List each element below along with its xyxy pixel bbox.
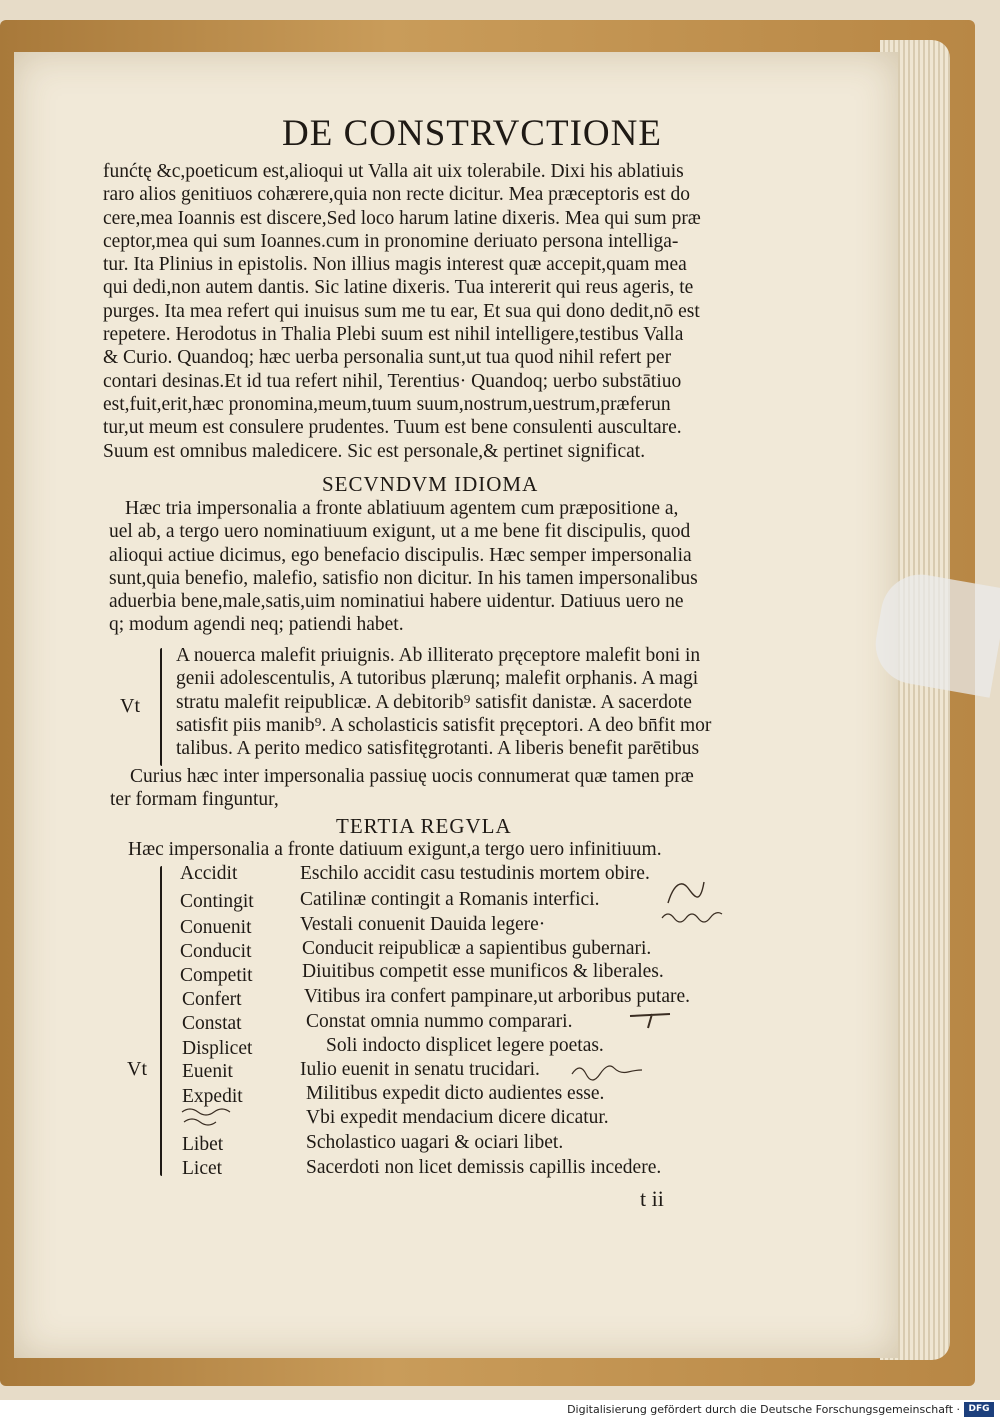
text-line: & Curio. Quandoq; hæc uerba personalia sunt,ut tua quod nihil refert per (103, 347, 672, 369)
text-line: Curius hæc inter impersonalia passiuę uocis connumerat quæ tamen præ (130, 766, 694, 787)
verb-example: Vitibus ira confert pampinare,ut arboribus putare. (304, 986, 690, 1007)
paragraph-4 (128, 838, 662, 861)
verb-label: Conducit (180, 941, 252, 962)
verb-label: Confert (182, 989, 242, 1010)
paragraph-2 (109, 497, 698, 637)
verb-example: Militibus expedit dicto audientes esse. (306, 1083, 605, 1104)
verb-label: Euenit (182, 1061, 233, 1082)
text-line: cere,mea Ioannis est discere,Sed loco harum latine dixeris. Mea qui sum præ (103, 207, 701, 229)
section-heading-tertia: TERTIA REGVLA (336, 814, 512, 838)
text-line: Suum est omnibus maledicere. Sic est personale,& pertinet significat. (103, 440, 646, 462)
text-line: funćtę &c,poeticum est,alioqui ut Valla ait uix tolerabile. Dixi his ablatiuis (103, 161, 684, 182)
verb-example: Vestali conuenit Dauida legere· (300, 914, 546, 935)
text-line: q; modum agendi neq; patiendi habet. (109, 614, 404, 636)
verb-label: Accidit (180, 863, 238, 884)
verb-label: Displicet (182, 1038, 253, 1059)
paragraph-1 (103, 160, 701, 463)
verb-label: Expedit (182, 1086, 243, 1107)
text-line: tur. Ita Plinius in epistolis. Non illius magis interest quæ accepit,quam mea (103, 254, 687, 276)
verb-example: Conducit reipublicæ a sapientibus gubernari. (302, 938, 652, 959)
verb-label: Contingit (180, 891, 254, 912)
verb-example: Scholastico uagari & ociari libet. (306, 1132, 564, 1153)
signature-mark: t ii (640, 1186, 664, 1211)
text-line: Hæc impersonalia a fronte datiuum exigunt,a tergo uero infinitiuum. (128, 839, 662, 860)
text-line: purges. Ita mea refert qui inuisus sum me tu ear, Et sua qui dono dedit,nō est (103, 300, 700, 322)
text-line: raro alios genitiuos cohærere,quia non recte dicitur. Mea præceptoris est do (103, 184, 690, 206)
paragraph-3 (110, 765, 694, 812)
text-line: est,fuit,erit,hæc pronomina,meum,tuum suum,nostrum,uestrum,præferun (103, 393, 671, 415)
text-line: aduerbia bene,male,satis,uim nominatiui habere uidentur. Datiuus uero ne (109, 591, 684, 613)
verb-example: Catilinæ contingit a Romanis interfici. (300, 889, 600, 910)
text-line: uel ab, a tergo uero nominatiuum exigunt, ut a me bene fit discipulis, quod (109, 521, 691, 543)
footer-credit: Digitalisierung gefördert durch die Deutsche Forschungsgemeinschaft · (567, 1403, 960, 1416)
section-heading-secundum: SECVNDVM IDIOMA (322, 472, 539, 496)
verb-example: Iulio euenit in senatu trucidari. (300, 1059, 540, 1080)
text-line: talibus. A perito medico satisfitęgrotanti. A liberis benefit parētibus (176, 738, 700, 760)
running-header: DE CONSTRVCTIONE (282, 113, 662, 154)
handwritten-note-icon (660, 906, 730, 926)
text-line: qui dedi,non autem dantis. Sic latine dixeris. Tua intererit qui reus ageris, te (103, 277, 694, 299)
dfg-logo: DFG (964, 1402, 994, 1417)
vt-label: Vt (120, 695, 140, 717)
verb-label: Libet (182, 1134, 224, 1155)
handwritten-note-icon (570, 1060, 650, 1086)
verb-label: Competit (180, 965, 253, 986)
text-line: A nouerca malefit priuignis. Ab illiterato pręceptore malefit boni in (176, 645, 701, 666)
verb-label: Constat (182, 1013, 242, 1034)
text-line: satisfit piis manib⁹. A scholasticis satisfit pręceptori. A deo bn̄fit mor (176, 714, 712, 736)
brace-examples (160, 648, 162, 766)
text-line: repetere. Herodotus in Thalia Plebi suum est nihil intelligere,testibus Valla (103, 324, 684, 346)
verb-example: Vbi expedit mendacium dicere dicatur. (306, 1107, 609, 1128)
verb-example: Constat omnia nummo comparari. (306, 1011, 573, 1032)
verb-label: Licet (182, 1158, 223, 1179)
text-line: alioqui actiue dicimus, ego benefacio discipulis. Hæc semper impersonalia (109, 544, 692, 566)
verb-example: Soli indocto displicet legere poetas. (326, 1035, 604, 1056)
text-line: tur,ut meum est consulere prudentes. Tuum est bene consulenti auscultare. (103, 417, 682, 439)
text-line: genii adolescentulis, A tutoribus plærunq; malefit orphanis. A magi (176, 668, 699, 690)
handwritten-mark-icon (626, 1006, 676, 1030)
verb-example: Eschilo accidit casu testudinis mortem obire. (300, 863, 650, 884)
verb-example: Sacerdoti non licet demissis capillis incedere. (306, 1157, 662, 1178)
text-line: Hæc tria impersonalia a fronte ablatiuum agentem cum præpositione a, (125, 498, 679, 519)
handwritten-note-icon (180, 1104, 260, 1128)
digitization-footer (0, 1400, 1000, 1420)
text-line: stratu malefit reipublicæ. A debitorib⁹ satisfit danistæ. A sacerdote (176, 691, 692, 713)
vt-label-2: Vt (127, 1058, 147, 1080)
text-line: contari desinas.Et id tua refert nihil, Terentius· Quandoq; uerbo substātiuo (103, 370, 682, 392)
text-line: sunt,quia benefio, malefio, satisfio non dicitur. In his tamen impersonalibus (109, 567, 698, 589)
examples-block (176, 644, 711, 760)
text-line: ter formam finguntur, (110, 789, 279, 811)
text-line: ceptor,mea qui sum Ioannes.cum in pronomine deriuato persona intelliga‑ (103, 230, 679, 252)
verb-example: Diuitibus competit esse munificos & liberales. (302, 961, 664, 982)
handwritten-mark-icon (660, 878, 710, 908)
verb-label: Conuenit (180, 917, 252, 938)
brace-verbs (160, 866, 162, 1176)
